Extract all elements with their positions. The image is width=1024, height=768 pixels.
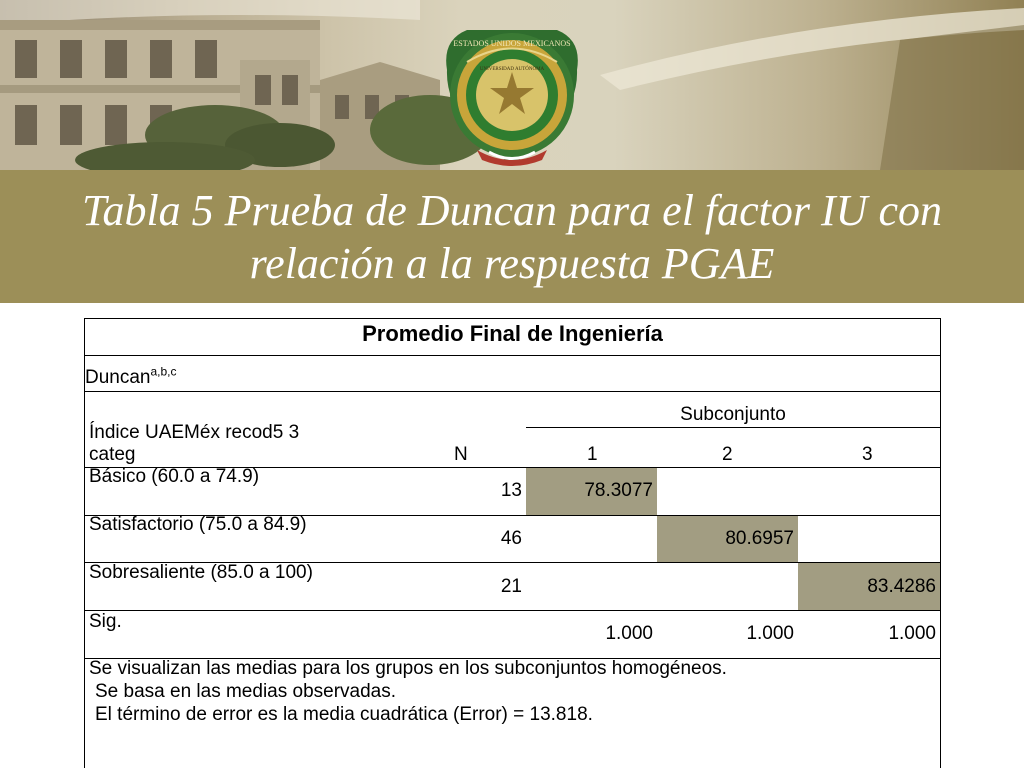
slide-title-line-2: relación a la respuesta PGAE: [249, 239, 775, 288]
table-rule: [84, 391, 941, 392]
sig-subset-2-value: 1.000: [746, 623, 794, 644]
duncan-table: [84, 318, 941, 768]
row-n: 46: [500, 528, 522, 549]
row-subset-2-value: 80.6957: [725, 528, 794, 549]
emblem-ring-text: ESTADOS UNIDOS MEXICANOS: [453, 39, 571, 48]
row-subset-3-value: 83.4286: [867, 576, 936, 597]
row-label: Básico (60.0 a 74.9): [89, 466, 260, 487]
subset-header-rule: [526, 427, 941, 428]
table-rule: [84, 355, 941, 356]
subset-header: Subconjunto: [680, 404, 786, 425]
sig-label: Sig.: [89, 611, 122, 632]
subset-column-2-header: 2: [722, 444, 733, 465]
emblem-inner-text: UNIVERSIDAD AUTÓNOMA: [479, 67, 545, 72]
row-label: Sobresaliente (85.0 a 100): [89, 562, 313, 583]
n-column-header: N: [454, 444, 468, 465]
table-border-top: [84, 318, 941, 319]
method-label: Duncan$^{a,b,c}$: [85, 364, 177, 388]
row-n: 21: [500, 576, 522, 597]
row-label: Satisfactorio (75.0 a 84.9): [89, 514, 307, 535]
row-header-line-1: Índice UAEMéx recod5 3: [89, 422, 300, 443]
row-header: [89, 422, 299, 466]
slide-title: [40, 184, 984, 290]
subset-column-1-header: 1: [587, 444, 598, 465]
row-header-line-2: categ: [89, 444, 136, 465]
method-superscript: a,b,c: [150, 364, 177, 379]
university-emblem: [437, 0, 587, 170]
subset-column-3-header: 3: [862, 444, 873, 465]
slide-title-line-1: Tabla 5 Prueba de Duncan para el factor IU con: [82, 186, 942, 235]
sig-subset-3-value: 1.000: [888, 623, 936, 644]
header-banner: [0, 0, 1024, 170]
table-border-right: [940, 318, 941, 768]
table-note: Se visualizan las medias para los grupos en los subconjuntos homogéneos.: [89, 658, 727, 679]
sig-subset-1-value: 1.000: [605, 623, 653, 644]
table-rule: [84, 610, 941, 611]
row-n: 13: [500, 480, 522, 501]
table-note: Se basa en las medias observadas.: [95, 681, 397, 702]
row-subset-1-value: 78.3077: [584, 480, 653, 501]
table-note: El término de error es la media cuadrática (Error) = 13.818.: [95, 704, 593, 725]
table-title: Promedio Final de Ingeniería: [362, 321, 663, 346]
